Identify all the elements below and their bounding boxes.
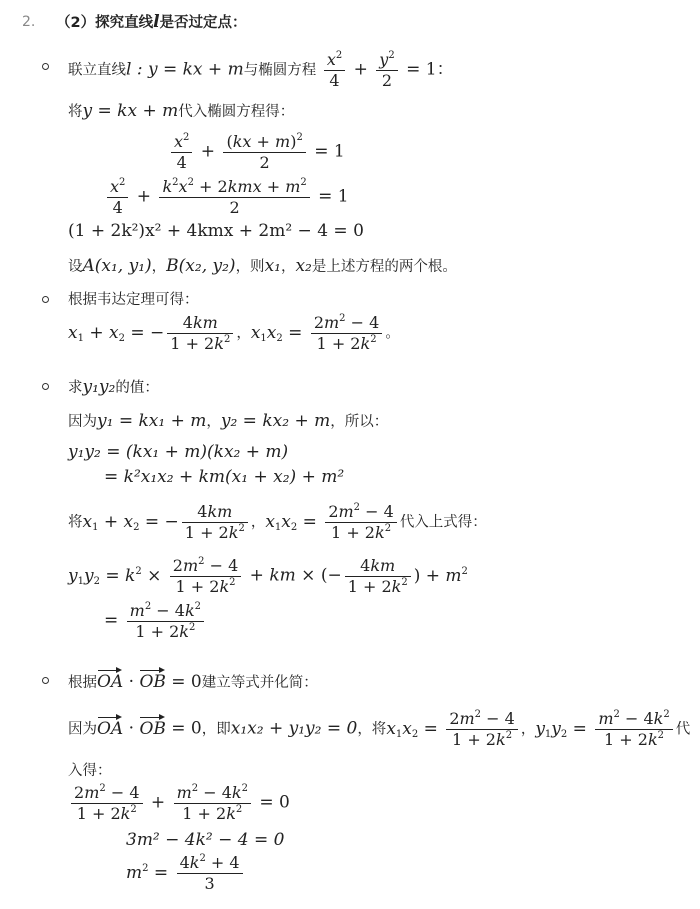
heading-suffix: 是否过定点： [159, 15, 247, 31]
dot-post: 代 [675, 721, 691, 738]
sub1-pre: 将 [68, 104, 83, 120]
frac-y2-2: $\frac{y^2}{2}$ [376, 50, 397, 91]
b1-eq1: = 1： [400, 59, 454, 80]
sub1-post: 代入椭圆方程得： [178, 104, 295, 120]
b1-line-eq: l : y = kx + m [126, 59, 244, 80]
b3-var: y₁y₂ [82, 377, 116, 397]
b3-post: 的值： [115, 380, 159, 396]
item-number: 2. [22, 14, 36, 30]
final-eq3: $m^2$ = $\frac{4k^2 + 4}{3}$ [126, 853, 246, 894]
b1-plus: + [348, 59, 374, 80]
because-e2: y₂ = kx₂ + m [220, 411, 331, 431]
roots-line [68, 256, 457, 277]
eq-a: $\frac{x^2}{4}$ + $\frac{(kx + m)^2}{2}$ = 1 [168, 132, 345, 173]
heading-prefix: （2）探究直线 [56, 15, 154, 31]
continue-text: 入得： [68, 763, 112, 779]
section-heading [56, 12, 247, 33]
dot-mid2: ，将 [357, 721, 387, 738]
final-eq2: 3m² − 4k² − 4 = 0 [126, 830, 285, 850]
subst-pre: 将 [68, 514, 83, 531]
y-line1: y₁y₂ = (kx₁ + m)(kx₂ + m) [68, 442, 289, 462]
y-result: = $\frac{m^2 - 4k^2}{1 + 2k^2}$ [104, 601, 207, 642]
bullet-3 [68, 377, 159, 398]
dot-eq: x₁x₂ + y₁y₂ = 0 [230, 718, 358, 739]
roots-b: B(x₂, y₂) [166, 256, 236, 276]
bullet-dot [42, 383, 49, 390]
bullet-dot [42, 296, 49, 303]
dot-pre: 因为 [68, 721, 97, 738]
b1-text1: 联立直线 [68, 62, 126, 79]
subst-post: 代入上式得： [399, 514, 487, 531]
substitute-line [68, 101, 294, 122]
bullet-dot [42, 677, 49, 684]
eq-e: (1 + 2k²)x² + 4kmx + 2m² − 4 = 0 [68, 221, 364, 241]
bullet-4: 根据OA · OB = 0建立等式并化简： [68, 668, 318, 693]
because-line [68, 411, 388, 432]
roots-x2: x₂ [295, 256, 312, 276]
b4-post: 建立等式并化简： [201, 675, 318, 691]
sub1-eq: y = kx + m [82, 101, 179, 121]
roots-a: A(x₁, y₁) [82, 256, 152, 276]
because-pre: 因为 [68, 414, 97, 430]
dot-line: 因为OA · OB = 0，即x₁x₂ + y₁y₂ = 0，将$x_1x_2$ = $\frac{2m^2 - 4}{1 + 2k^2}$ ，$y_1y_2$ = $\frac{m^2 - 4k^2}{1 + 2k^2}$ 代 [68, 709, 691, 749]
because-sep: ， [206, 414, 221, 430]
y-expand: $y_1y_2 = k^2$ × $\frac{2m^2 - 4}{1 + 2k^2}$ + km × (− $\frac{4km}{1 + 2k^2}$ ) + $m^2$ [68, 556, 468, 596]
vec-oa: OA [97, 668, 123, 692]
roots-pre: 设 [68, 259, 83, 275]
bullet-1 [68, 50, 454, 91]
heading-var: l [153, 12, 160, 32]
final-eq1: $\frac{2m^2 - 4}{1 + 2k^2}$ + $\frac{m^2 - 4k^2}{1 + 2k^2}$ = 0 [68, 783, 290, 824]
bullet-dot [42, 63, 49, 70]
roots-sep2: ， [280, 259, 296, 275]
b4-pre: 根据 [68, 675, 97, 691]
frac-x2-4: $\frac{x^2}{4}$ [324, 50, 345, 91]
roots-post: 是上述方程的两个根。 [311, 259, 457, 275]
dot-mid: ，即 [201, 721, 231, 738]
vec-ob: OB [139, 668, 165, 692]
eq-b: $\frac{x^2}{4}$ + $\frac{k^2x^2 + 2kmx + m^2}{2}$ = 1 [104, 177, 349, 218]
roots-x1: x₁ [264, 256, 281, 276]
substitute-vieta: 将$x_1 + x_2$ = − $\frac{4km}{1 + 2k^2}$ ，$x_1x_2$ = $\frac{2m^2 - 4}{1 + 2k^2}$ 代入上式得： [68, 502, 487, 542]
roots-mid: ，则 [235, 259, 265, 275]
b3-pre: 求 [68, 380, 83, 396]
b1-text2: 与椭圆方程 [243, 62, 317, 79]
y-line2: = k²x₁x₂ + km(x₁ + x₂) + m² [104, 467, 345, 487]
because-post: ，所以： [330, 414, 389, 430]
roots-sep1: ， [151, 259, 167, 275]
vieta-eq: $x_1 + x_2$ = − $\frac{4km}{1 + 2k^2}$ ，$x_1x_2$ = $\frac{2m^2 - 4}{1 + 2k^2}$ 。 [68, 313, 400, 353]
bullet-2: 根据韦达定理可得： [68, 292, 199, 308]
because-e1: y₁ = kx₁ + m [97, 411, 207, 431]
